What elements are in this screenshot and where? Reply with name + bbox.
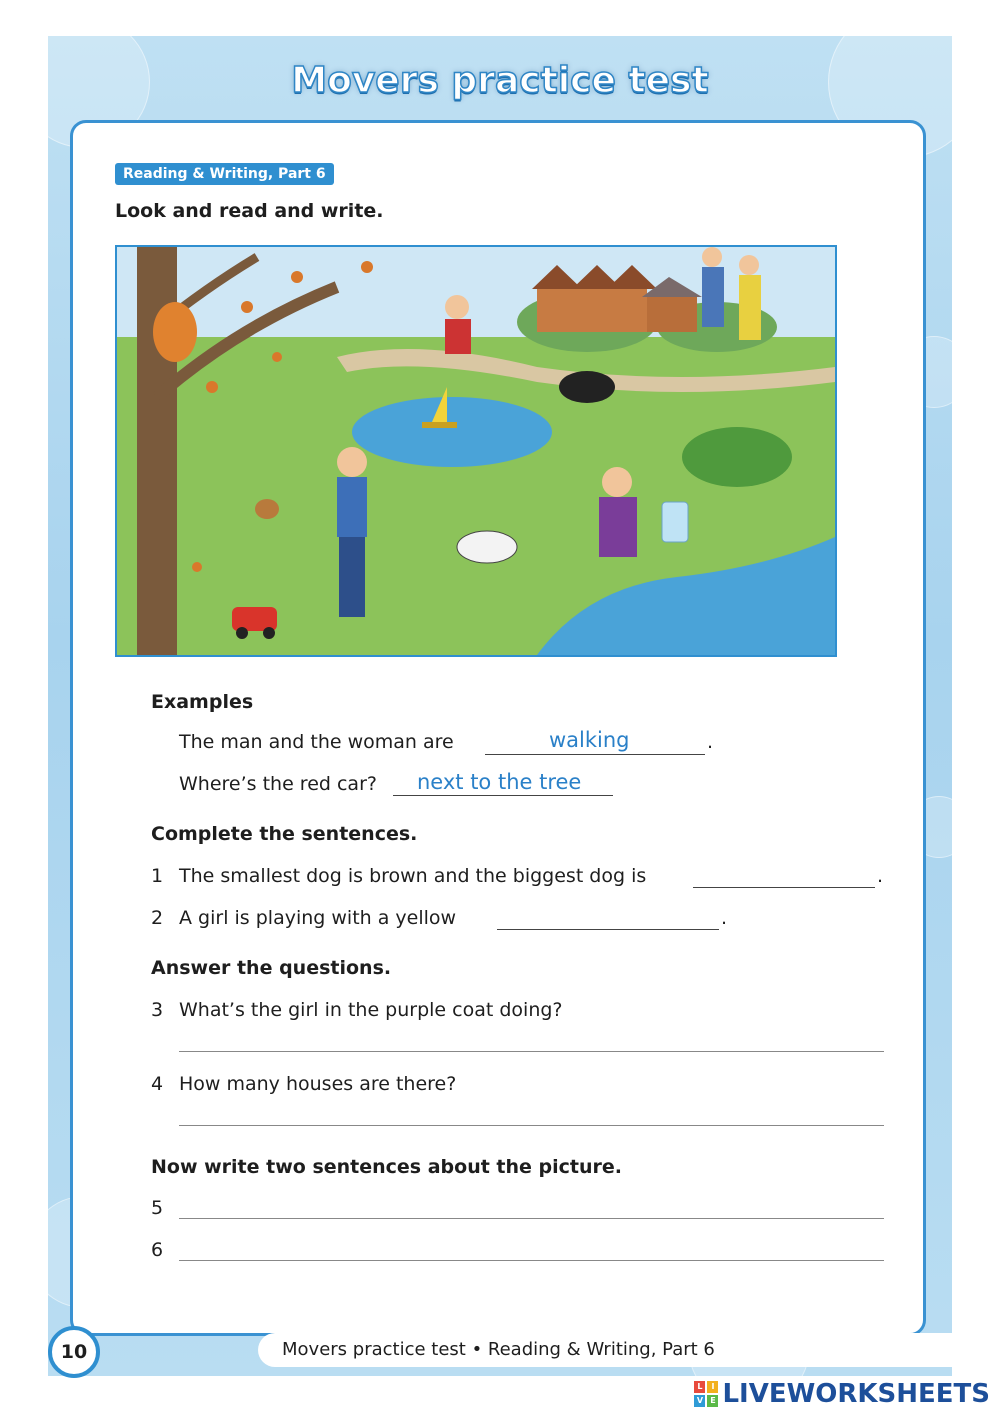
q2-text: A girl is playing with a yellow bbox=[179, 907, 457, 929]
answer-heading: Answer the questions. bbox=[151, 957, 392, 979]
q5-answer-line[interactable] bbox=[179, 1218, 884, 1219]
liveworksheets-text: LIVEWORKSHEETS bbox=[722, 1379, 990, 1409]
liveworksheets-logo bbox=[694, 1378, 990, 1410]
q1-number: 1 bbox=[151, 865, 164, 887]
q1-answer-line[interactable] bbox=[693, 887, 875, 888]
q4-number: 4 bbox=[151, 1073, 164, 1095]
park-illustration bbox=[117, 247, 835, 655]
q3-text: What’s the girl in the purple coat doing? bbox=[179, 999, 563, 1021]
q4-answer-line[interactable] bbox=[179, 1125, 884, 1126]
q2-number: 2 bbox=[151, 907, 164, 929]
page-title: Movers practice test bbox=[291, 60, 709, 101]
instruction: Look and read and write. bbox=[115, 200, 384, 222]
example-1-line bbox=[485, 754, 705, 755]
example-1-end: . bbox=[707, 731, 714, 753]
example-2-prompt: Where’s the red car? bbox=[179, 773, 377, 795]
liveworksheets-icon: L I V E bbox=[694, 1381, 718, 1407]
q3-number: 3 bbox=[151, 999, 164, 1021]
q6-answer-line[interactable] bbox=[179, 1260, 884, 1261]
q1-end: . bbox=[877, 865, 884, 887]
q4-text: How many houses are there? bbox=[179, 1073, 457, 1095]
write-heading: Now write two sentences about the picture. bbox=[151, 1156, 623, 1178]
q6-number: 6 bbox=[151, 1239, 164, 1261]
q3-answer-line[interactable] bbox=[179, 1051, 884, 1052]
complete-heading: Complete the sentences. bbox=[151, 823, 418, 845]
q2-answer-line[interactable] bbox=[497, 929, 719, 930]
page-number: 10 bbox=[48, 1326, 100, 1378]
examples-heading: Examples bbox=[151, 691, 254, 713]
example-2-answer: next to the tree bbox=[417, 770, 582, 794]
page-frame bbox=[48, 36, 952, 1376]
park-picture bbox=[115, 245, 837, 657]
worksheet-panel bbox=[70, 120, 926, 1336]
example-1-prompt: The man and the woman are bbox=[179, 731, 454, 753]
q2-end: . bbox=[721, 907, 728, 929]
q1-text: The smallest dog is brown and the biggest dog is bbox=[179, 865, 647, 887]
example-1-answer: walking bbox=[549, 728, 630, 752]
example-2-line bbox=[393, 795, 613, 796]
section-tag: Reading & Writing, Part 6 bbox=[115, 163, 334, 185]
q5-number: 5 bbox=[151, 1197, 164, 1219]
footer-text: Movers practice test • Reading & Writing, Part 6 bbox=[258, 1333, 952, 1367]
